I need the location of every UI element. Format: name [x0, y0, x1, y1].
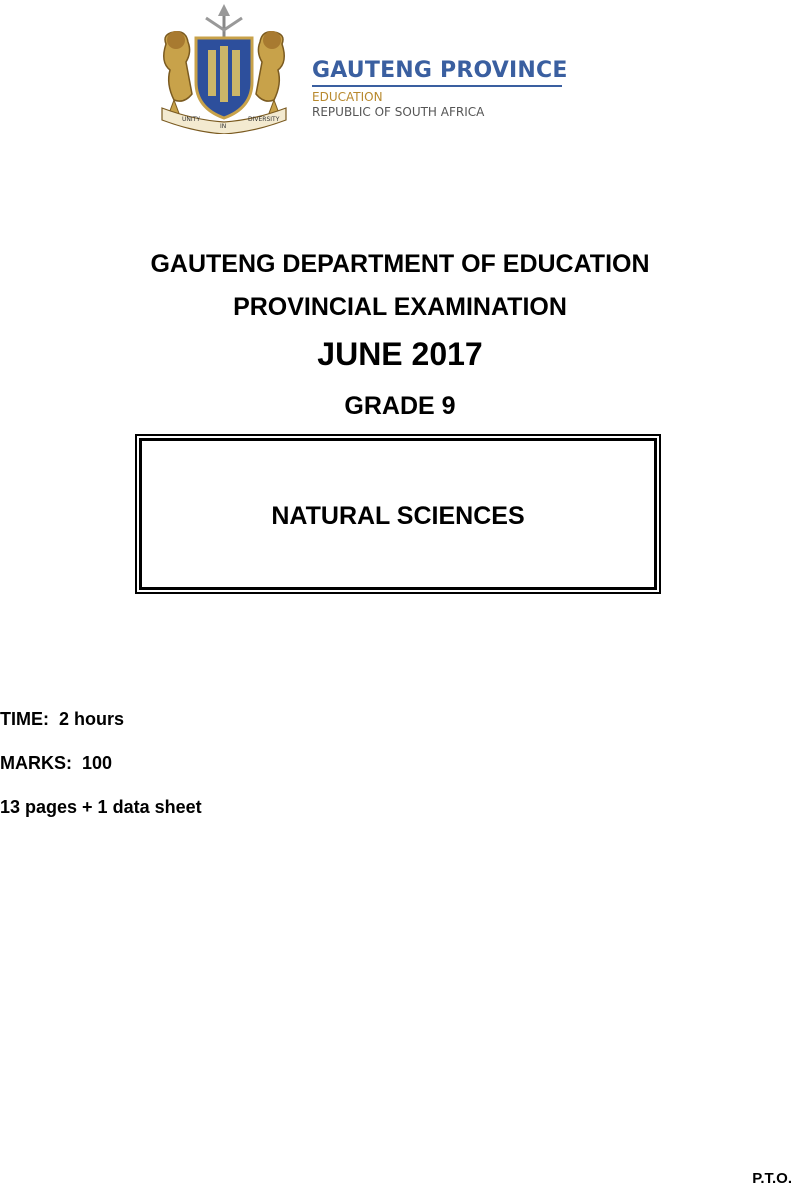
exam-marks: MARKS: 100 [0, 753, 113, 773]
crest-motto-middle: IN [220, 123, 227, 130]
subject-box-inner [139, 438, 657, 590]
department-title: GAUTENG DEPARTMENT OF EDUCATION [150, 250, 650, 278]
coat-of-arms-icon [144, 4, 304, 134]
pto-label: P.T.O. [752, 1170, 792, 1187]
logo-title: GAUTENG PROVINCE [312, 58, 568, 83]
logo-wordmark [312, 58, 568, 119]
logo-subtitle-education: EDUCATION [312, 90, 383, 104]
exam-title: PROVINCIAL EXAMINATION [233, 293, 567, 321]
exam-time: TIME: 2 hours [0, 709, 125, 729]
subject-name: NATURAL SCIENCES [271, 502, 525, 530]
exam-date: JUNE 2017 [317, 336, 483, 372]
grade-title: GRADE 9 [344, 392, 456, 420]
exam-pages: 13 pages + 1 data sheet [0, 797, 202, 817]
crest-motto-right: DIVERSITY [248, 116, 280, 123]
logo-divider [312, 85, 562, 87]
logo-subtitle-country: REPUBLIC OF SOUTH AFRICA [312, 105, 485, 119]
crest-motto-left: UNITY [182, 116, 200, 123]
subject-box [135, 434, 661, 594]
gauteng-logo [130, 0, 600, 140]
